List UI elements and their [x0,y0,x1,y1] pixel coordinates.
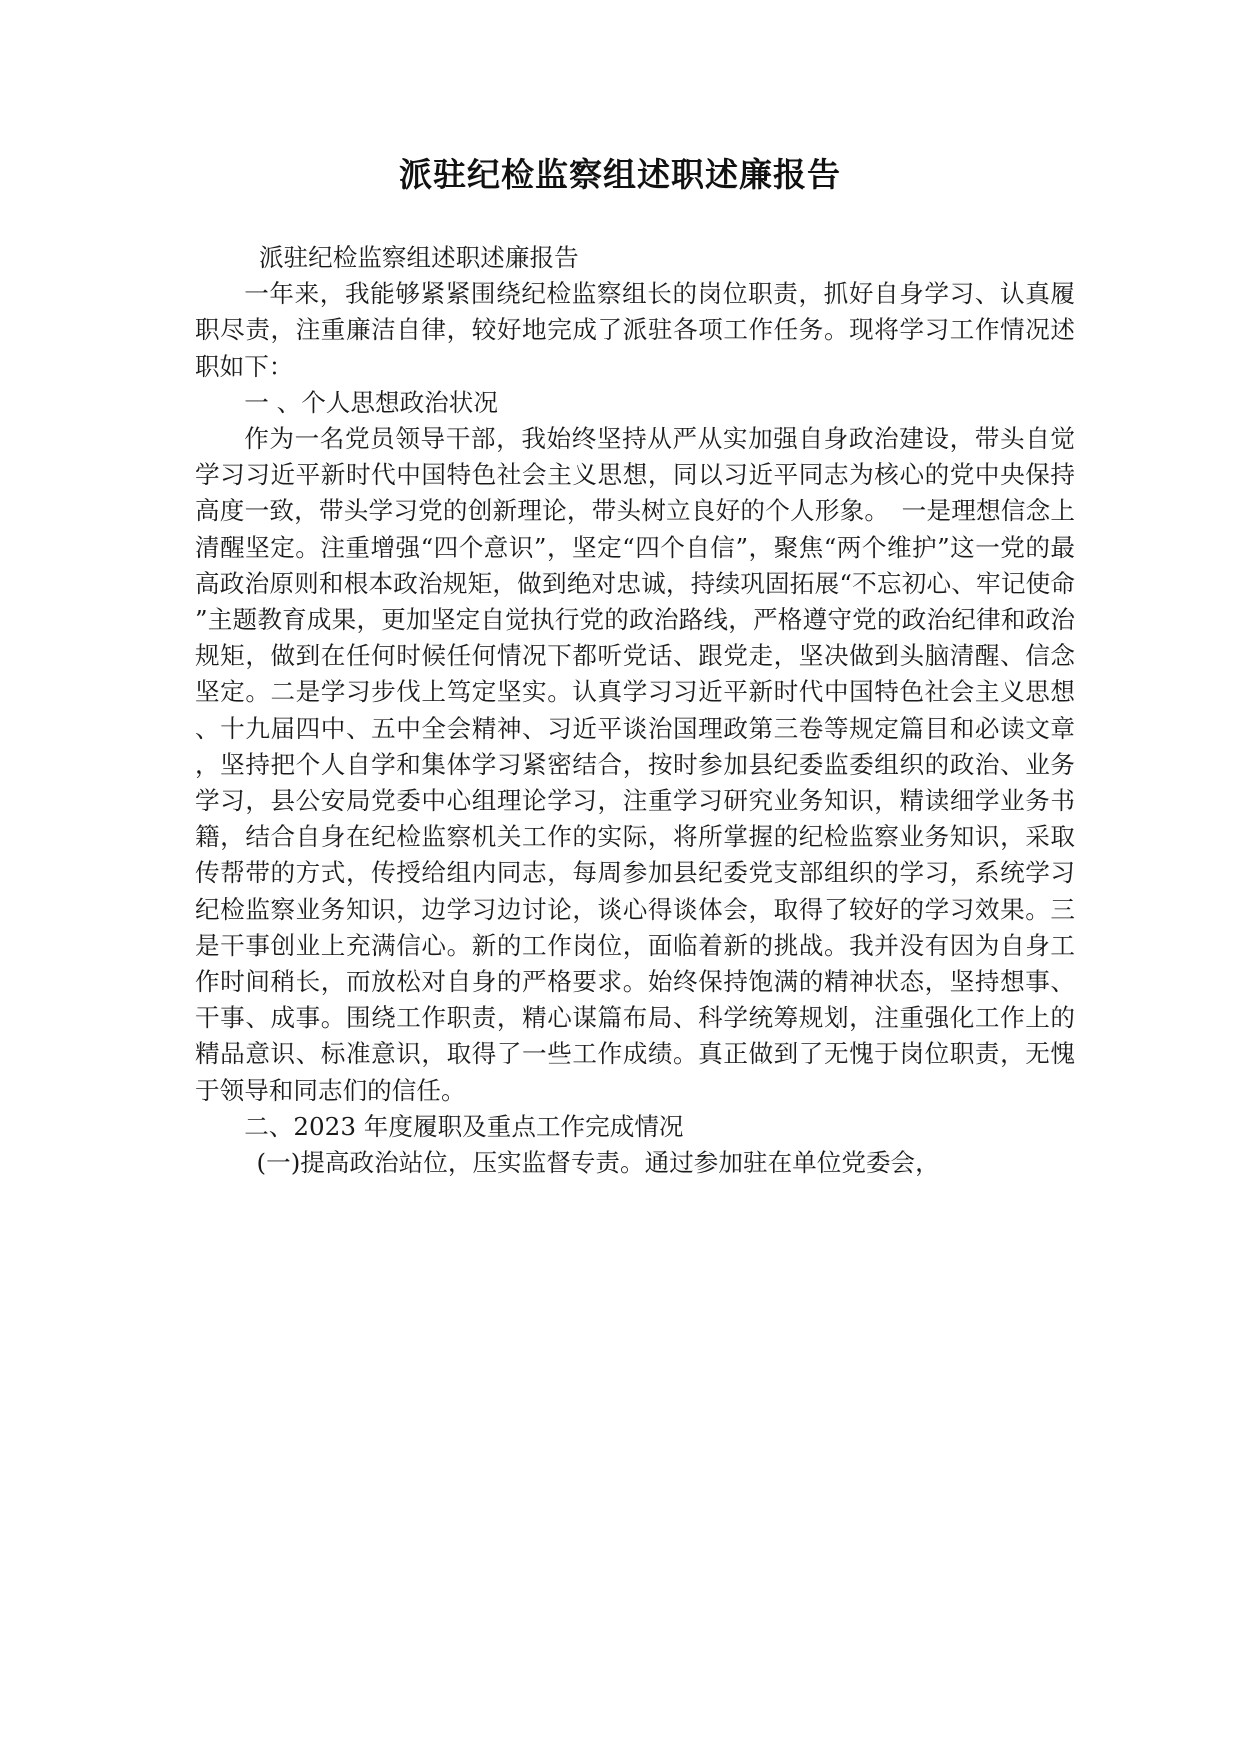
subsection-1-paragraph: (一)提高政治站位，压实监督专责。通过参加驻在单位党委会， [256,1148,940,1178]
section-heading-1: 一 、个人思想政治状况 [244,387,498,417]
subtitle-paragraph: 派驻纪检监察组述职述廉报告 [258,243,579,272]
section-heading-2: 二、2023 年度履职及重点工作完成情况 [244,1111,684,1141]
intro-paragraph: 一年来，我能够紧紧围绕纪检监察组长的岗位职责，抓好自身学习、认真履职尽责，注重廉洁自律，较好地完成了派驻各项工作任务。现将学习工作情况述职如下： [195,279,1075,381]
section-1-paragraph: 作为一名党员领导干部，我始终坚持从严从实加强自身政治建设，带头自觉学习习近平新时代中国特色社会主义思想，同以习近平同志为核心的党中央保持高度一致，带头学习党的创新理论，带头树立良好的个人形象。 一是理想信念上清醒坚定。注重增强“四个意识”，坚定“四个自信”，聚焦“两个维护”这一党的最高政治原则和根本政治规矩，做到绝对忠诚，持续巩固拓展“不忘初心、牢记使命”主题教育成果，更加坚定自觉执行党的政治路线，严格遵守党的政治纪律和政治规矩，做到在任何时候任何情况下都听党话、跟党走，坚决做到头脑清醒、信念坚定。二是学习步伐上笃定坚实。认真学习习近平新时代中国特色社会主义思想、十九届四中、五中全会精神、习近平谈治国理政第三卷等规定篇目和必读文章，坚持把个人自学和集体学习紧密结合，按时参加县纪委监委组织的政治、业务学习，县公安局党委中心组理论学习，注重学习研究业务知识，精读细学业务书籍，结合自身在纪检监察机关工作的实际，将所掌握的纪检监察业务知识，采取传帮带的方式，传授给组内同志，每周参加县纪委党支部组织的学习，系统学习纪检监察业务知识，边学习边讨论，谈心得谈体会，取得了较好的学习效果。三是干事创业上充满信心。新的工作岗位，面临着新的挑战。我并没有因为自身工作时间稍长，而放松对自身的严格要求。始终保持饱满的精神状态，坚持想事、干事、成事。围绕工作职责，精心谋篇布局、科学统筹规划，注重强化工作上的精品意识、标准意识，取得了一些工作成绩。真正做到了无愧于岗位职责，无愧于领导和同志们的信任。 [195,424,1075,1105]
document-body [195,240,1075,1181]
page-title: 派驻纪检监察组述职述廉报告 [399,155,841,194]
